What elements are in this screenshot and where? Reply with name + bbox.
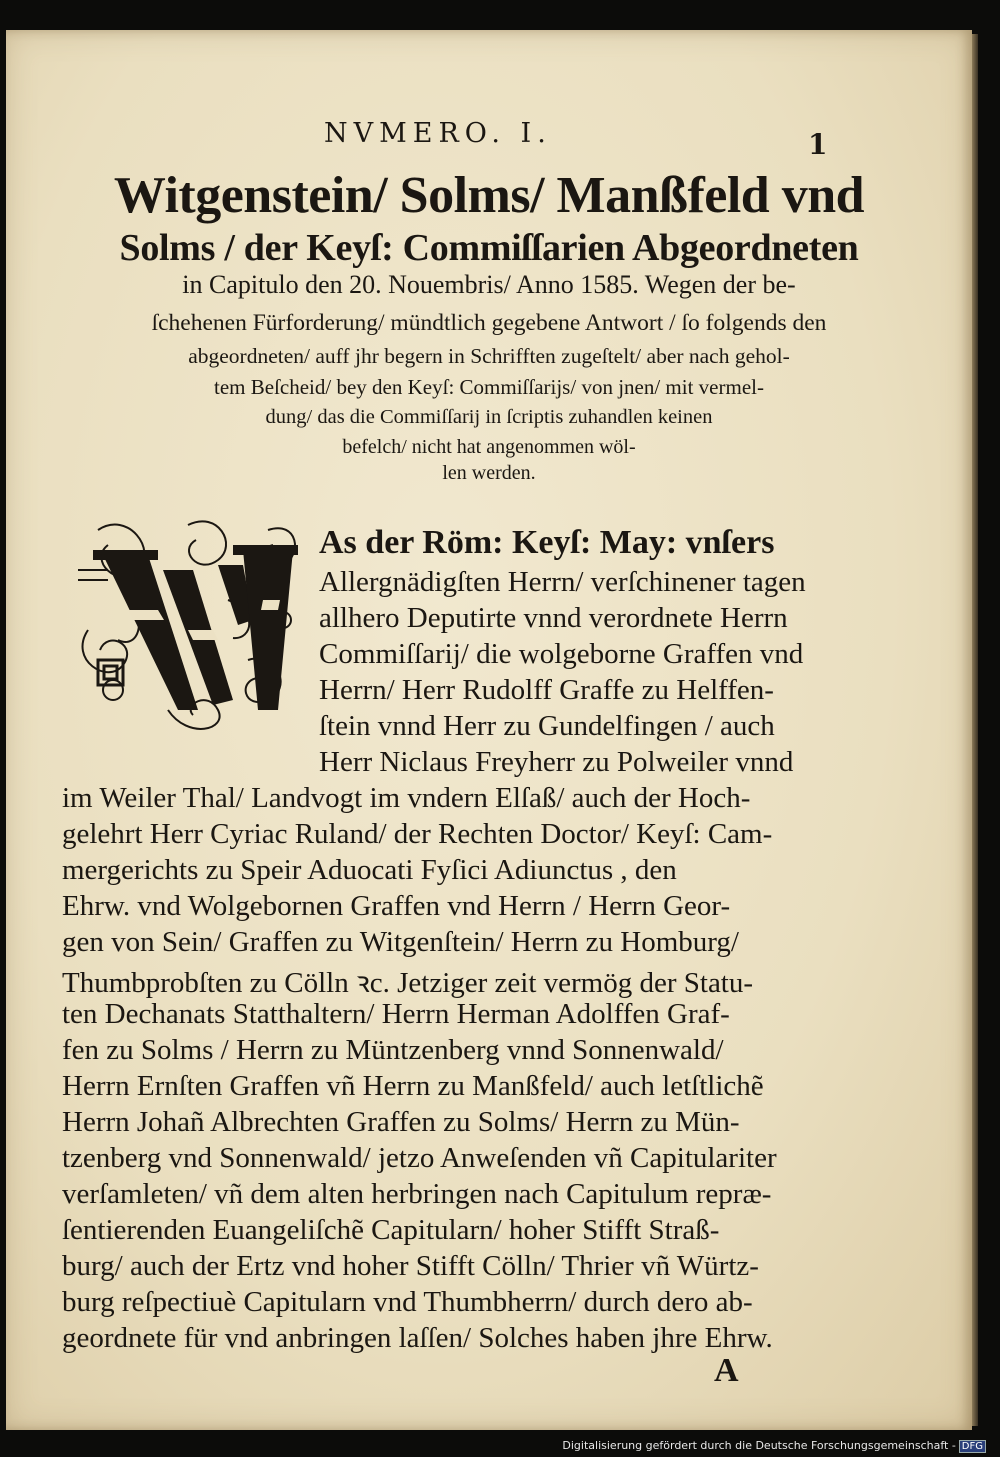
body-line-22: burg reſpectiuè Capitularn vnd Thumbherrn/ durch dero ab- — [62, 1286, 753, 1318]
footer-credit — [562, 1439, 986, 1453]
body-line-14: ten Dechanats Statthaltern/ Herrn Herman Adolffen Graf- — [62, 998, 730, 1030]
subtitle-line-1: in Capitulo den 20. Nouembris/ Anno 1585. Wegen der be- — [182, 270, 796, 299]
page-edge — [972, 34, 978, 1426]
body-line-11: Ehrw. vnd Wolgebornen Graffen vnd Herrn / Herrn Geor- — [62, 890, 731, 922]
subtitle-line-5: dung/ das die Commiſſarij in ſcriptis zuhandlen keinen — [265, 406, 713, 428]
decorated-initial-w — [68, 510, 308, 755]
body-line-9: gelehrt Herr Cyriac Ruland/ der Rechten Doctor/ Keyſ: Cam- — [62, 818, 773, 850]
body-line-1: As der Röm: Keyſ: May: vnſers — [319, 524, 775, 561]
page — [6, 30, 972, 1430]
catchword: A — [714, 1352, 739, 1389]
title-line-2: Solms / der Keyſ: Commiſſarien Abgeordneten — [119, 227, 859, 269]
subtitle-line-3: abgeordneten/ auff jhr begern in Schrifften zugeſtelt/ aber nach gehol- — [188, 344, 790, 368]
body-line-20: ſentierenden Euangeliſchẽ Capitularn/ hoher Stifft Straß- — [62, 1214, 720, 1246]
body-line-4: Commiſſarij/ die wolgeborne Graffen vnd — [319, 638, 804, 670]
body-line-10: mergerichts zu Speir Aduocati Fyſici Adiunctus , den — [62, 854, 677, 886]
body-line-3: allhero Deputirte vnnd verordnete Herrn — [319, 602, 788, 634]
body-line-7: Herr Niclaus Freyherr zu Polweiler vnnd — [319, 746, 794, 778]
subtitle-line-7: len werden. — [442, 462, 536, 484]
body-line-21: burg/ auch der Ertz vnd hoher Stifft Cölln/ Thrier vñ Würtz- — [62, 1250, 759, 1282]
body-line-13: Thumbprobſten zu Cölln ꝛc. Jetziger zeit vermög der Statu- — [62, 967, 754, 999]
body-line-6: ſtein vnnd Herr zu Gundelfingen / auch — [319, 710, 775, 742]
dfg-logo: DFG — [959, 1440, 986, 1453]
body-line-5: Herrn/ Herr Rudolff Graffe zu Helffen- — [319, 674, 774, 706]
subtitle-line-6: befelch/ nicht hat angenommen wöl- — [342, 436, 636, 458]
page-number: 1 — [808, 128, 828, 161]
body-line-12: gen von Sein/ Graffen zu Witgenſtein/ Herrn zu Homburg/ — [62, 926, 739, 958]
subtitle-line-4: tem Beſcheid/ bey den Keyſ: Commiſſarijs/ von jnen/ mit vermel- — [214, 375, 764, 399]
body-line-8: im Weiler Thal/ Landvogt im vndern Elſaß/ auch der Hoch- — [62, 782, 751, 814]
body-line-16: Herrn Ernſten Graffen vñ Herrn zu Manßfeld/ auch letſtlichẽ — [62, 1070, 764, 1102]
body-line-18: tzenberg vnd Sonnenwald/ jetzo Anweſenden vñ Capitulariter — [62, 1142, 777, 1174]
body-line-19: verſamleten/ vñ dem alten herbringen nach Capitulum repræ- — [62, 1178, 772, 1210]
subtitle-line-2: ſchehenen Fürforderung/ mündtlich gegebene Antwort / ſo folgends den — [151, 310, 827, 336]
body-line-2: Allergnädigſten Herrn/ verſchinener tagen — [319, 566, 806, 598]
body-line-15: fen zu Solms / Herrn zu Müntzenberg vnnd Sonnenwald/ — [62, 1034, 724, 1066]
body-line-17: Herrn Johañ Albrechten Graffen zu Solms/ Herrn zu Mün- — [62, 1106, 740, 1138]
footer-credit-text: Digitalisierung gefördert durch die Deutsche Forschungsgemeinschaft - — [562, 1439, 956, 1452]
running-head: NVMERO. I. — [324, 118, 552, 149]
title-line-1: Witgenstein/ Solms/ Manßfeld vnd — [113, 167, 865, 224]
body-line-23: geordnete für vnd anbringen laſſen/ Solches haben jhre Ehrw. — [62, 1322, 773, 1354]
